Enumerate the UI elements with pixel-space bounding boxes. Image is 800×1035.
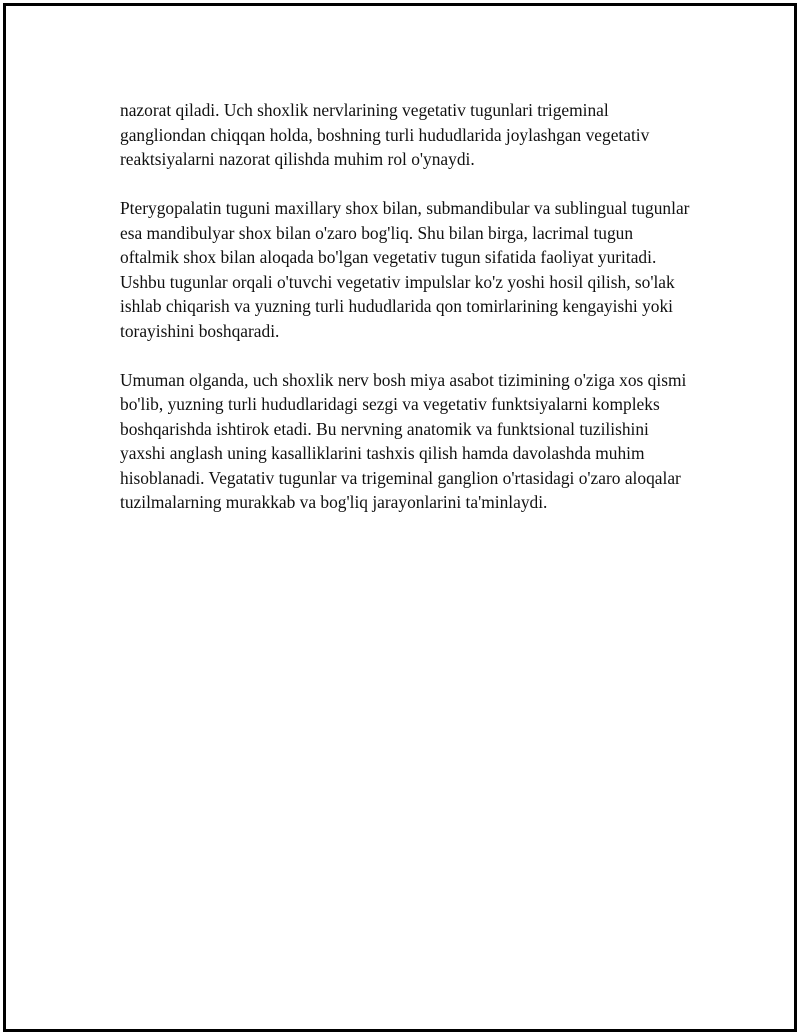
page-frame [3, 3, 797, 1032]
paragraph-3: Umuman olganda, uch shoxlik nerv bosh miya asabot tizimining o'ziga xos qismi bo'lib, yuzning turli hududlaridagi sezgi va vegetativ funktsiyalarni kompleks boshqarishda ishtirok etadi. Bu nervning anatomik va funktsional tuzilishini yaxshi anglash uning kasalliklarini tashxis qilish hamda davolashda muhim hisoblanadi. Vegatativ tugunlar va trigeminal ganglion o'rtasidagi o'zaro aloqalar tuzilmalarning murakkab va bog'liq jarayonlarini ta'minlaydi. [120, 369, 687, 512]
paragraph-2: Pterygopalatin tuguni maxillary shox bilan, submandibular va sublingual tugunlar esa mandibulyar shox bilan o'zaro bog'liq. Shu bilan birga, lacrimal tugun oftalmik shox bilan aloqada bo'lgan vegetativ tugun sifatida faoliyat yuritadi. Ushbu tugunlar orqali o'tuvchi vegetativ impulslar ko'z yoshi hosil qilish, so'lak ishlab chiqarish va yuzning turli hududlarida qon tomirlarining kengayishi yoki torayishini boshqaradi. [120, 198, 690, 341]
page-content [120, 98, 690, 539]
paragraph-1: nazorat qiladi. Uch shoxlik nervlarining vegetativ tugunlari trigeminal gangliondan chiqqan holda, boshning turli hududlarida joylashgan vegetativ reaktsiyalarni nazorat qilishda muhim rol o'ynaydi. [120, 100, 650, 169]
